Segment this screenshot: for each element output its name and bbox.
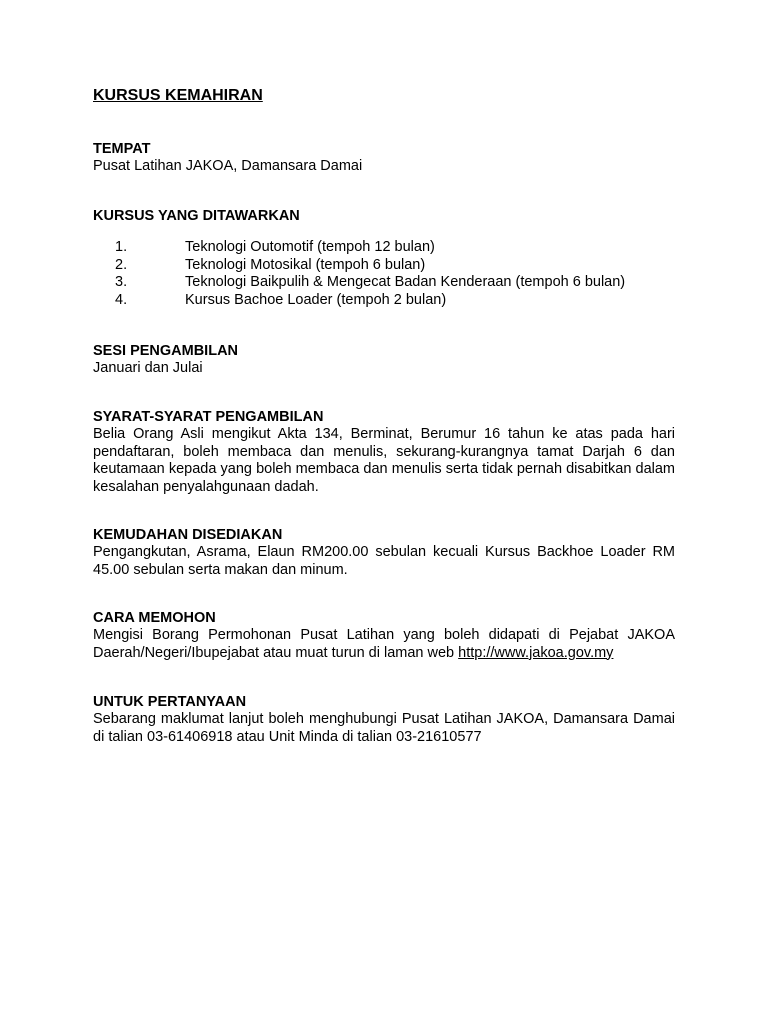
jakoa-website-link[interactable]: http://www.jakoa.gov.my <box>458 644 614 661</box>
sesi-text: Januari dan Julai <box>93 360 203 376</box>
section-sesi <box>93 342 675 378</box>
course-item <box>93 274 675 292</box>
section-kemudahan <box>93 526 675 579</box>
course-item <box>93 292 675 310</box>
tempat-text: Pusat Latihan JAKOA, Damansara Damai <box>93 158 363 174</box>
sesi-heading: SESI PENGAMBILAN <box>93 343 239 359</box>
section-pertanyaan <box>93 693 675 746</box>
syarat-text: Belia Orang Asli mengikut Akta 134, Berminat, Berumur 16 tahun ke atas pada hari pendaftaran, boleh membaca dan menulis, sekurang-kurangnya tamat Darjah 6 dan keutamaan kepada yang boleh membaca dan menulis serta tidak pernah disabitkan dalam kesalahan penyalahgunaan dadah. <box>93 426 675 495</box>
tempat-heading: TEMPAT <box>93 141 151 157</box>
kursus-heading: KURSUS YANG DITAWARKAN <box>93 208 300 224</box>
course-list <box>93 239 675 309</box>
course-text: Teknologi Motosikal (tempoh 6 bulan) <box>185 256 426 273</box>
document-title: KURSUS KEMAHIRAN <box>93 87 263 104</box>
syarat-heading: SYARAT-SYARAT PENGAMBILAN <box>93 409 324 425</box>
course-item <box>93 257 675 275</box>
course-number: 2. <box>115 256 128 273</box>
course-text: Kursus Bachoe Loader (tempoh 2 bulan) <box>185 291 447 308</box>
course-number: 1. <box>115 239 128 255</box>
section-kursus <box>93 207 675 309</box>
kemudahan-text: Pengangkutan, Asrama, Elaun RM200.00 sebulan kecuali Kursus Backhoe Loader RM 45.00 sebulan serta makan dan minum. <box>93 544 675 578</box>
pertanyaan-text: Sebarang maklumat lanjut boleh menghubungi Pusat Latihan JAKOA, Damansara Damai di talian 03-61406918 atau Unit Minda di talian 03-21610577 <box>93 711 675 745</box>
section-cara <box>93 609 675 662</box>
kemudahan-heading: KEMUDAHAN DISEDIAKAN <box>93 527 283 543</box>
course-number: 4. <box>115 291 128 308</box>
pertanyaan-heading: UNTUK PERTANYAAN <box>93 694 247 710</box>
course-number: 3. <box>115 274 128 290</box>
cara-text <box>93 627 675 662</box>
cara-heading: CARA MEMOHON <box>93 610 216 626</box>
course-text: Teknologi Baikpulih & Mengecat Badan Kenderaan (tempoh 6 bulan) <box>185 274 626 290</box>
section-tempat <box>93 140 675 176</box>
course-text: Teknologi Outomotif (tempoh 12 bulan) <box>185 239 435 255</box>
section-syarat <box>93 408 675 496</box>
cara-body: Mengisi Borang Permohonan Pusat Latihan yang boleh didapati di Pejabat JAKOA Daerah/Negeri/Ibupejabat atau muat turun di laman web <box>93 627 675 661</box>
course-item <box>93 239 675 257</box>
